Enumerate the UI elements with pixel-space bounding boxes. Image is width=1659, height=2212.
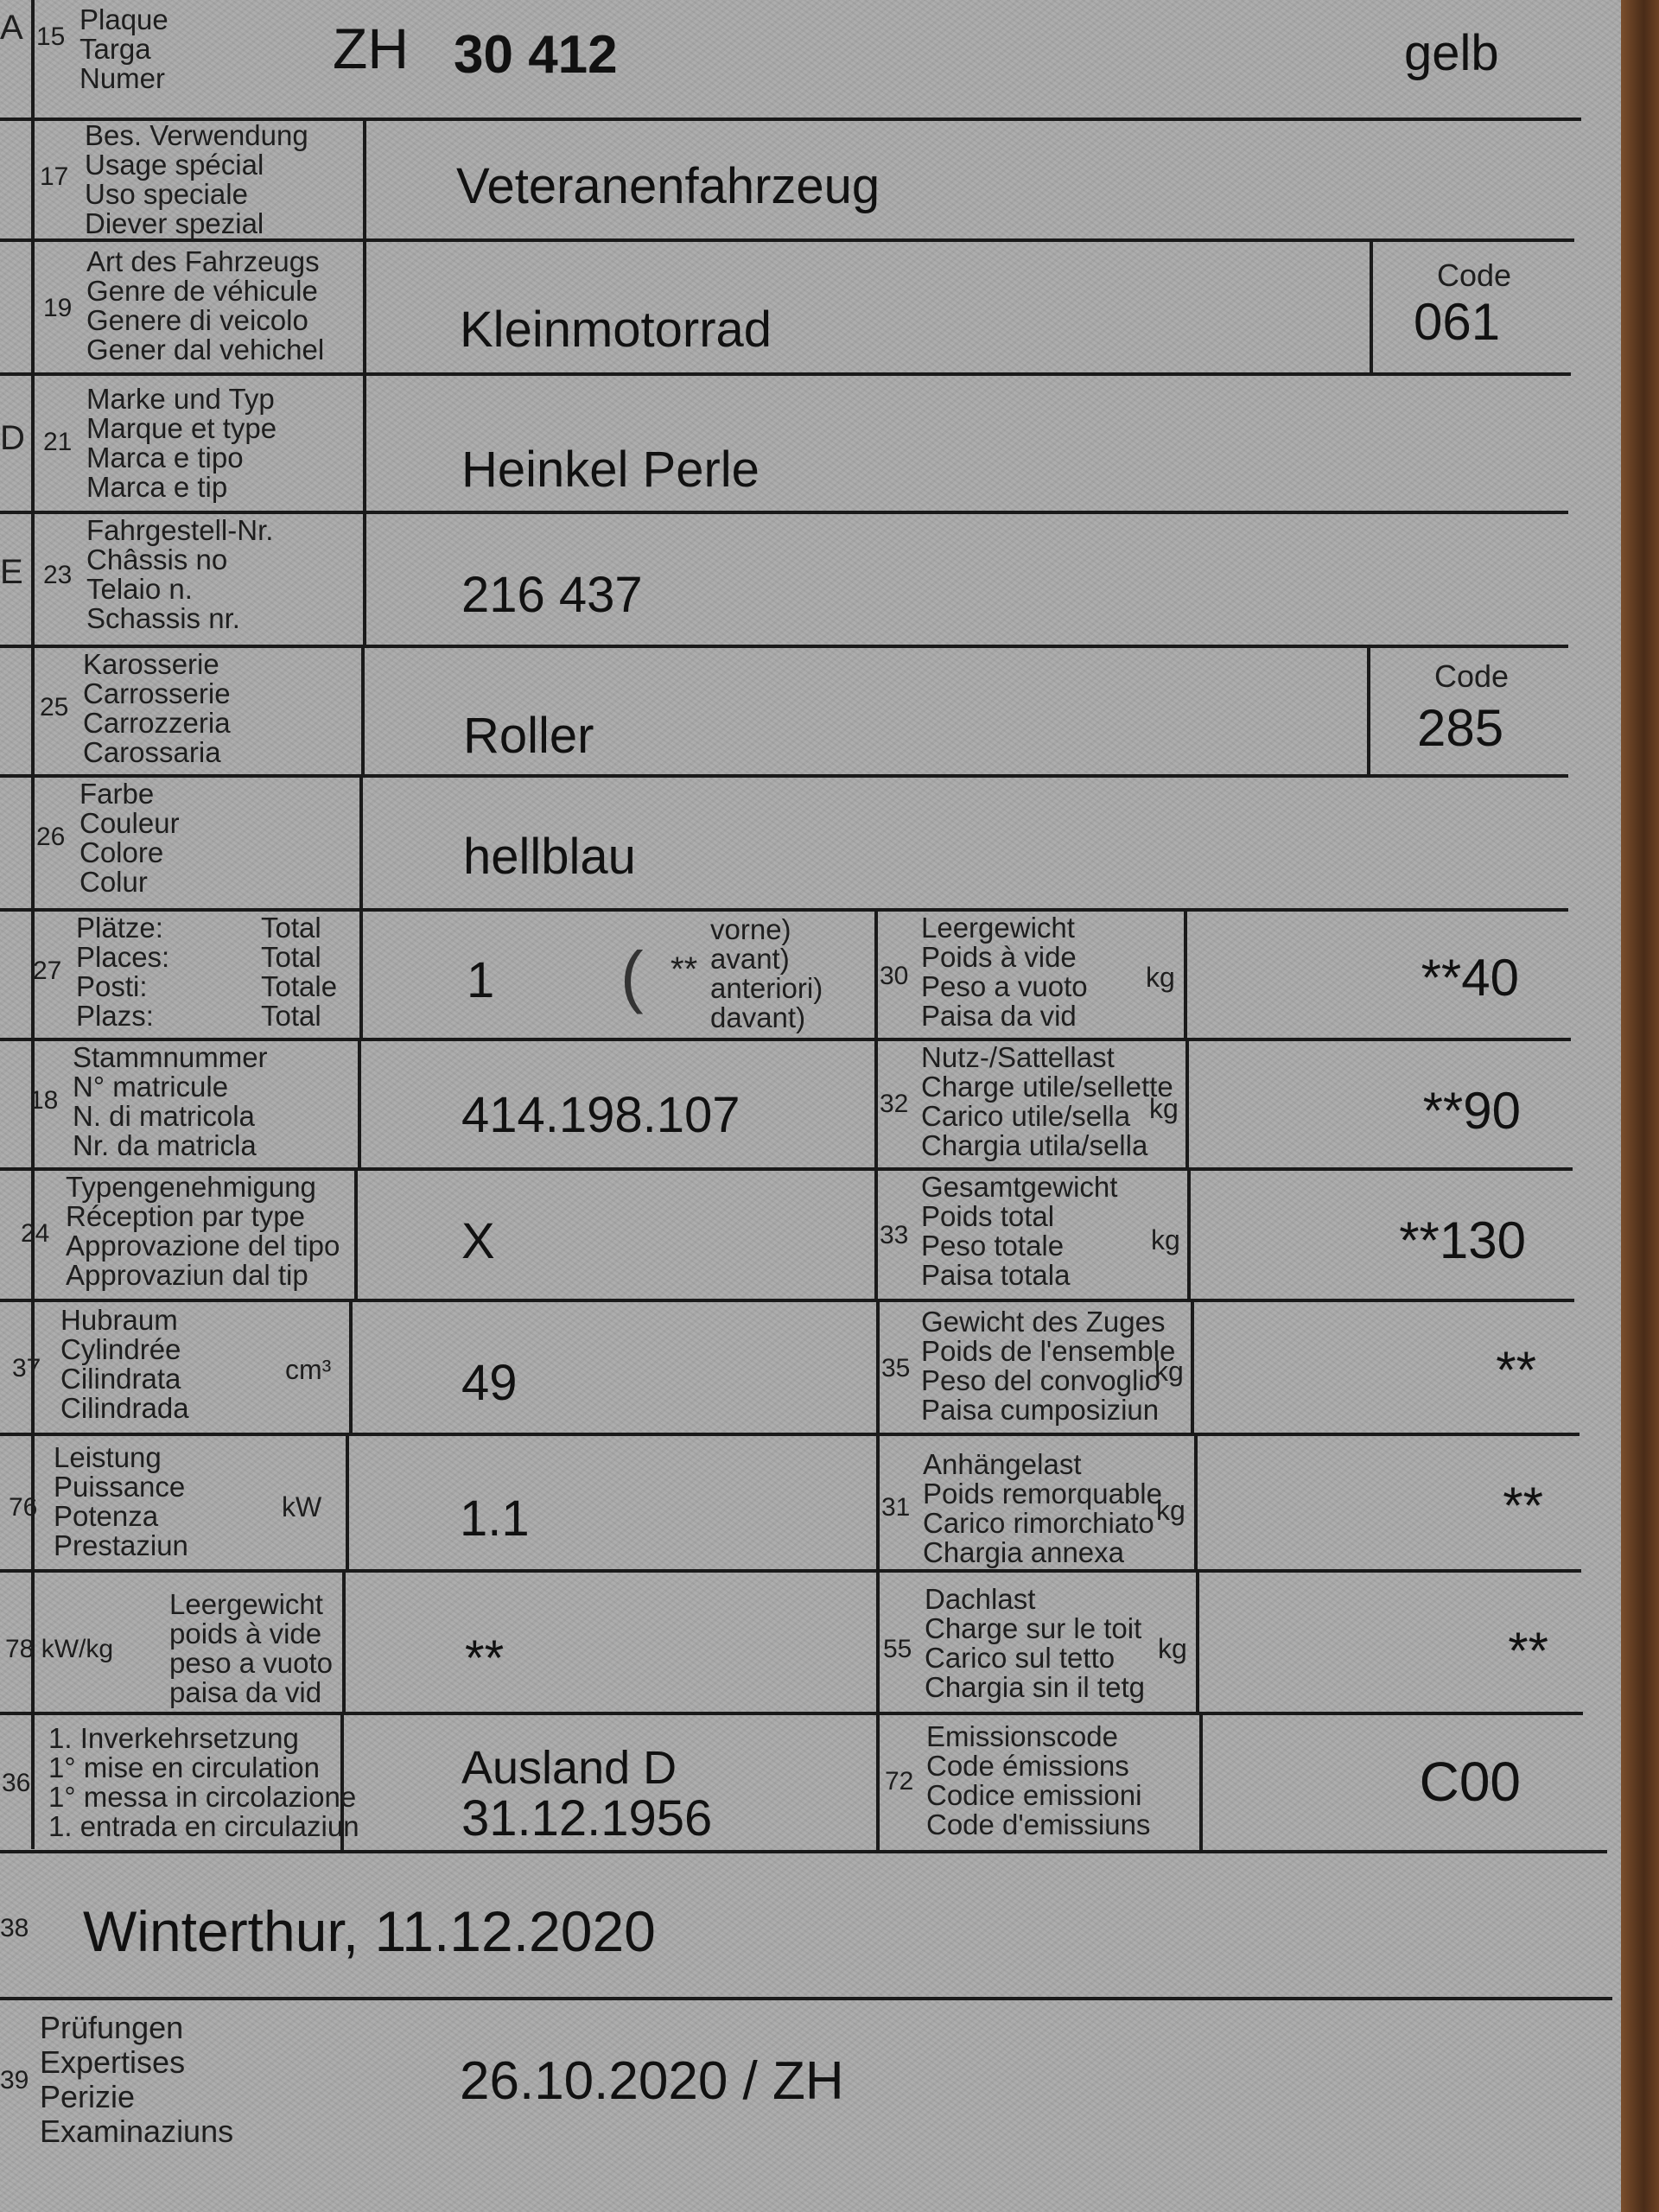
unit: kg (1156, 1495, 1185, 1526)
plate-number: 30 412 (454, 25, 618, 85)
power-weight-value: ** (465, 1630, 505, 1687)
unit: kg (1151, 1224, 1180, 1255)
row-19-vehicle-kind (0, 242, 1571, 376)
field-label: Anhängelast Poids remorquable Carico rimorchiato Chargia annexa (923, 1448, 1162, 1568)
trailer-load-value: ** (1503, 1477, 1543, 1535)
field-label: Gesamtgewicht Poids total Peso totale Paisa totala (921, 1171, 1118, 1291)
field-number: 26 (36, 823, 66, 851)
field-number: 18 (29, 1086, 59, 1115)
field-number: 25 (40, 693, 69, 721)
field-label: Emissionscode Code émissions Codice emissioni Code d'emissiuns (926, 1720, 1151, 1840)
field-number: 31 (881, 1493, 911, 1522)
power-value: 1.1 (460, 1491, 530, 1547)
train-weight-value: ** (1496, 1341, 1536, 1399)
field-label: Hubraum Cylindrée Cilindrata Cilindrada (60, 1304, 189, 1424)
side-letter-a: A (0, 9, 23, 47)
row-37-displacement-35-train-weight (0, 1302, 1580, 1436)
first-registration-date: 31.12.1956 (461, 1790, 713, 1847)
row-36-first-registration-72-emissions (0, 1715, 1607, 1853)
unit: kg (1154, 1356, 1184, 1387)
field-label: Typengenehmigung Réception par type Approvazione del tipo Approvaziun dal tip (66, 1171, 340, 1291)
row-76-power-31-trailer-load (0, 1436, 1581, 1573)
unit: kg (1158, 1633, 1187, 1664)
make-type-value: Heinkel Perle (461, 442, 760, 498)
unit: kg (1149, 1093, 1179, 1124)
row-39-inspections (0, 2000, 1616, 2212)
special-use-value: Veteranenfahrzeug (456, 158, 880, 214)
roof-load-value: ** (1508, 1622, 1548, 1680)
row-15-plate (0, 0, 1581, 121)
field-number: 21 (43, 428, 73, 456)
field-number: 72 (885, 1767, 914, 1796)
field-label: Plaque Targa Numer (79, 3, 168, 94)
place-date-value: Winterthur, 11.12.2020 (83, 1899, 656, 1963)
side-letter-d: D (0, 419, 25, 457)
field-number: 17 (40, 162, 69, 191)
inspections-value: 26.10.2020 / ZH (460, 2051, 844, 2111)
field-number: 39 (0, 2066, 29, 2094)
field-number: 32 (880, 1090, 909, 1118)
chassis-number: 216 437 (461, 567, 643, 623)
row-78-power-weight-55-roof-load (0, 1573, 1583, 1715)
field-label: Dachlast Charge sur le toit Carico sul tetto Chargia sin il tetg (925, 1583, 1145, 1703)
field-number: 27 (33, 957, 62, 985)
unit: cm³ (285, 1354, 332, 1385)
field-label: Leergewicht Poids à vide Peso a vuoto Paisa da vid (921, 912, 1088, 1032)
field-number: 55 (883, 1635, 912, 1663)
field-label: Leergewicht poids à vide peso a vuoto paisa da vid (169, 1588, 333, 1708)
unit: kW (282, 1491, 322, 1522)
field-number: 24 (21, 1219, 50, 1248)
emissions-code-value: C00 (1419, 1751, 1521, 1813)
total-labels: Total Total Totale Total (261, 912, 338, 1032)
row-38-place-date (0, 1853, 1612, 2000)
field-number: 78 kW/kg (5, 1635, 114, 1663)
code-label: Code (1437, 257, 1512, 293)
field-number: 76 (9, 1493, 38, 1522)
row-27-seats-30-empty-weight: 27 Plätze: Places: Posti: Plazs: Total Total Totale Total 1 ( ** vorne) avant) anteriori) davant) 30 Leergewicht Poids à vide Peso a vuoto Paisa da vid kg **40 (0, 912, 1571, 1041)
vehicle-kind-code: 061 (1414, 293, 1501, 351)
displacement-value: 49 (461, 1355, 518, 1411)
field-label: Stammnummer N° matricule N. di matricola Nr. da matricla (73, 1041, 268, 1161)
plate-color: gelb (1404, 25, 1499, 81)
field-label: Plätze: Places: Posti: Plazs: (76, 912, 170, 1032)
row-25-body (0, 648, 1568, 778)
type-approval-value: X (461, 1213, 495, 1269)
total-weight-value: **130 (1399, 1211, 1526, 1269)
field-label: Marke und Typ Marque et type Marca e tipo Marca e tip (86, 383, 277, 503)
field-number: 37 (12, 1354, 41, 1382)
field-number: 33 (880, 1221, 909, 1249)
vehicle-kind-value: Kleinmotorrad (460, 302, 772, 358)
code-label: Code (1434, 658, 1510, 694)
field-number: 19 (43, 294, 73, 322)
field-label: Gewicht des Zuges Poids de l'ensemble Peso del convoglio Paisa cumposiziun (921, 1306, 1176, 1426)
field-number: 15 (36, 22, 66, 51)
field-label: 1. Inverkehrsetzung 1° mise en circulation 1° messa in circolazione 1. entrada en circulaziun (48, 1722, 359, 1842)
row-21-make-type (0, 376, 1568, 514)
canton-code: ZH (333, 16, 409, 80)
row-23-chassis (0, 514, 1568, 648)
field-number: 23 (43, 561, 73, 589)
field-label: Art des Fahrzeugs Genre de véhicule Genere di veicolo Gener dal vehichel (86, 245, 325, 365)
field-label: Prüfungen Expertises Perizie Examinaziuns (40, 2010, 234, 2149)
row-24-type-approval-33-total-weight (0, 1171, 1574, 1302)
base-number-value: 414.198.107 (461, 1087, 741, 1143)
first-registration-country: Ausland D (461, 1742, 677, 1794)
seat-position-labels: vorne) avant) anteriori) davant) (710, 913, 823, 1033)
field-number: 30 (880, 962, 909, 990)
field-label: Leistung Puissance Potenza Prestaziun (54, 1441, 188, 1561)
unit: kg (1146, 962, 1175, 993)
row-18-base-number-32-payload (0, 1041, 1573, 1171)
field-number: 36 (2, 1769, 31, 1797)
color-value: hellblau (463, 829, 636, 885)
field-label: Karosserie Carrosserie Carrozzeria Carossaria (83, 648, 231, 768)
field-number: 35 (881, 1354, 911, 1382)
row-26-color (0, 778, 1568, 912)
wooden-table-edge (1621, 0, 1659, 2212)
seats-value: 1 (467, 952, 495, 1008)
field-label: Fahrgestell-Nr. Châssis no Telaio n. Schassis nr. (86, 514, 274, 634)
body-value: Roller (463, 708, 594, 764)
row-17-special-use (0, 121, 1574, 242)
field-label: Bes. Verwendung Usage spécial Uso speciale Diever spezial (85, 119, 308, 239)
side-letter-e: E (0, 553, 23, 591)
field-number: 38 (0, 1914, 29, 1942)
body-code: 285 (1417, 699, 1504, 757)
field-label: Farbe Couleur Colore Colur (79, 778, 180, 898)
payload-value: **90 (1422, 1082, 1521, 1140)
field-label: Nutz-/Sattellast Charge utile/sellette Carico utile/sella Chargia utila/sella (921, 1041, 1173, 1161)
seats-stars: ** (671, 950, 698, 988)
empty-weight-value: **40 (1421, 949, 1519, 1007)
